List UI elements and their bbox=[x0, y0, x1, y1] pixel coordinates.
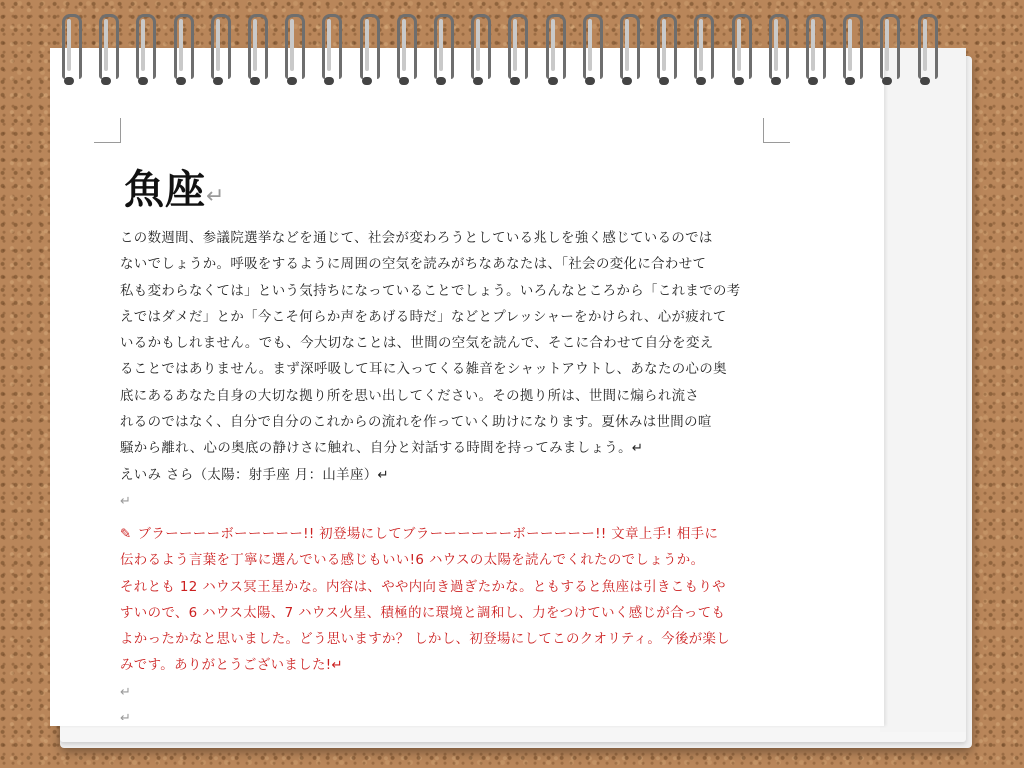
binding-hole bbox=[250, 77, 260, 85]
margin-corner-top-left bbox=[94, 118, 121, 143]
binding-hole bbox=[510, 77, 520, 85]
binding-ring bbox=[360, 14, 380, 79]
comment-line: すいので、6 ハウス太陽、7 ハウス火星、積極的に環境と調和し、力をつけていく感じが合っても bbox=[120, 605, 726, 621]
binding-ring bbox=[136, 14, 156, 79]
comment-line: ✎ ブラーーーーボーーーーー!! 初登場にしてブラーーーーーーボーーーーー!! 文章上手! 相手に bbox=[120, 522, 768, 548]
binding-hole bbox=[659, 77, 669, 85]
binding-hole bbox=[920, 77, 930, 85]
spiral-binding bbox=[62, 14, 942, 84]
binding-hole bbox=[287, 77, 297, 85]
binding-hole bbox=[362, 77, 372, 85]
binding-ring bbox=[583, 14, 603, 79]
binding-ring bbox=[471, 14, 491, 79]
binding-ring bbox=[806, 14, 826, 79]
binding-hole bbox=[399, 77, 409, 85]
body-line: ないでしょうか。呼吸をするように周囲の空気を読みがちなあなたは、「社会の変化に合わせて bbox=[120, 257, 707, 273]
binding-ring bbox=[546, 14, 566, 79]
binding-hole bbox=[585, 77, 595, 85]
binding-ring bbox=[843, 14, 863, 79]
binding-hole bbox=[176, 77, 186, 85]
binding-ring bbox=[694, 14, 714, 79]
body-line: 底にあるあなた自身の大切な拠り所を思い出してください。その拠り所は、世間に煽られ流さ bbox=[120, 388, 700, 404]
empty-paragraph: ↵ bbox=[120, 711, 132, 721]
empty-paragraph: ↵ bbox=[120, 493, 132, 509]
empty-paragraph: ↵ bbox=[120, 684, 132, 700]
body-line: 私も変わらなくては」という気持ちになっていることでしょう。いろんなところから「これまでの考 bbox=[120, 283, 741, 299]
binding-hole bbox=[436, 77, 446, 85]
binding-ring bbox=[769, 14, 789, 79]
margin-corner-top-right bbox=[763, 118, 790, 143]
body-line: 騒から離れ、心の奥底の静けさに触れ、自分と対話する時間を持ってみましょう。↵ bbox=[120, 441, 644, 457]
binding-hole bbox=[808, 77, 818, 85]
document-title: 魚座↵ bbox=[124, 167, 226, 213]
binding-hole bbox=[213, 77, 223, 85]
body-line: いるかもしれません。でも、今大切なことは、世間の空気を読んで、そこに合わせて自分を変え bbox=[120, 336, 714, 352]
author-line: えいみ さら（太陽：射手座 月：山羊座）↵ bbox=[120, 467, 390, 483]
notebook-edge bbox=[880, 48, 966, 732]
binding-hole bbox=[101, 77, 111, 85]
body-text bbox=[120, 226, 768, 515]
comment-line: みです。ありがとうございました!↵ bbox=[120, 658, 344, 674]
binding-ring bbox=[732, 14, 752, 79]
review-comment bbox=[120, 522, 768, 720]
comment-line: 伝わるよう言葉を丁寧に選んでいる感じもいい!6 ハウスの太陽を読んでくれたのでしょうか。 bbox=[120, 553, 705, 569]
binding-hole bbox=[882, 77, 892, 85]
binding-ring bbox=[620, 14, 640, 79]
binding-ring bbox=[657, 14, 677, 79]
binding-ring bbox=[918, 14, 938, 79]
binding-ring bbox=[174, 14, 194, 79]
binding-hole bbox=[138, 77, 148, 85]
binding-ring bbox=[99, 14, 119, 79]
pencil-icon: ✎ bbox=[120, 527, 132, 542]
binding-hole bbox=[696, 77, 706, 85]
body-line: ることではありません。まず深呼吸して耳に入ってくる雑音をシャットアウトし、あなたの心の奥 bbox=[120, 362, 727, 378]
binding-ring bbox=[880, 14, 900, 79]
binding-hole bbox=[64, 77, 74, 85]
binding-hole bbox=[771, 77, 781, 85]
paragraph-mark-icon: ↵ bbox=[206, 184, 226, 209]
binding-ring bbox=[285, 14, 305, 79]
binding-hole bbox=[473, 77, 483, 85]
body-line: れるのではなく、自分で自分のこれからの流れを作っていく助けになります。夏休みは世間の喧 bbox=[120, 415, 712, 431]
binding-hole bbox=[324, 77, 334, 85]
binding-hole bbox=[622, 77, 632, 85]
comment-line: よかったかなと思いました。どう思いますか？ しかし、初登場にしてこのクオリティ。今後が楽し bbox=[120, 632, 731, 648]
binding-ring bbox=[211, 14, 231, 79]
body-line: この数週間、参議院選挙などを通じて、社会が変わろうとしている兆しを強く感じているのでは bbox=[120, 231, 713, 246]
binding-ring bbox=[508, 14, 528, 79]
binding-ring bbox=[248, 14, 268, 79]
binding-ring bbox=[322, 14, 342, 79]
comment-line: それとも 12 ハウス冥王星かな。内容は、やや内向き過ぎたかな。ともすると魚座は引きこもりや bbox=[120, 579, 726, 595]
binding-hole bbox=[734, 77, 744, 85]
body-line: えではダメだ」とか「今こそ何らか声をあげる時だ」などとプレッシャーをかけられ、心が疲れて bbox=[120, 309, 727, 325]
binding-ring bbox=[434, 14, 454, 79]
binding-ring bbox=[397, 14, 417, 79]
binding-hole bbox=[548, 77, 558, 85]
binding-hole bbox=[845, 77, 855, 85]
binding-ring bbox=[62, 14, 82, 79]
